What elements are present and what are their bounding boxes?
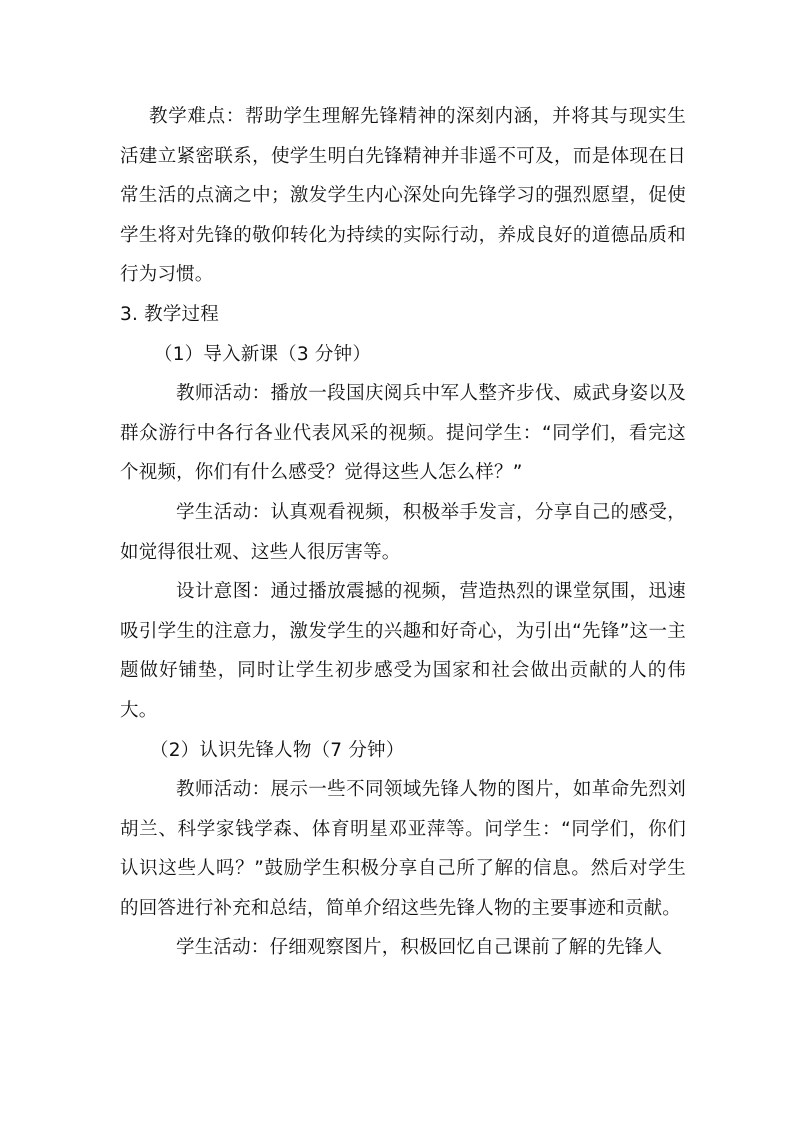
document-body bbox=[120, 97, 686, 968]
part1-heading: （1）导入新课（3 分钟） bbox=[154, 343, 372, 365]
teaching-process-heading: 3. 教学过程 bbox=[120, 303, 219, 325]
part2-student-activity: 学生活动：仔细观察图片，积极回忆自己课前了解的先锋人 bbox=[176, 937, 663, 959]
part1-student-activity: 学生活动：认真观看视频，积极举手发言，分享自己的感受，如觉得很壮观、这些人很厉害等。 bbox=[120, 501, 686, 563]
part2-heading: （2）认识先锋人物（7 分钟） bbox=[150, 739, 405, 761]
part1-design-intent: 设计意图：通过播放震撼的视频，营造热烈的课堂氛围，迅速吸引学生的注意力，激发学生的兴趣和好奇心，为引出“先锋”这一主题做好铺垫，同时让学生初步感受为国家和社会做出贡献的人的伟大。 bbox=[120, 581, 686, 721]
teaching-difficulty-paragraph: 教学难点：帮助学生理解先锋精神的深刻内涵，并将其与现实生活建立紧密联系，使学生明白先锋精神并非遥不可及，而是体现在日常生活的点滴之中；激发学生内心深处向先锋学习的强烈愿望，促使学生将对先锋的敬仰转化为持续的实际行动，养成良好的道德品质和行为习惯。 bbox=[120, 106, 686, 286]
part1-teacher-activity: 教师活动：播放一段国庆阅兵中军人整齐步伐、威武身姿以及群众游行中各行各业代表风采的视频。提问学生：“同学们，看完这个视频，你们有什么感受？觉得这些人怎么样？” bbox=[120, 383, 686, 484]
part2-teacher-activity: 教师活动：展示一些不同领域先锋人物的图片，如革命先烈刘胡兰、科学家钱学森、体育明星邓亚萍等。问学生：“同学们，你们认识这些人吗？”鼓励学生积极分享自己所了解的信息。然后对学生的回答进行补充和总结，简单介绍这些先锋人物的主要事迹和贡献。 bbox=[120, 779, 686, 919]
